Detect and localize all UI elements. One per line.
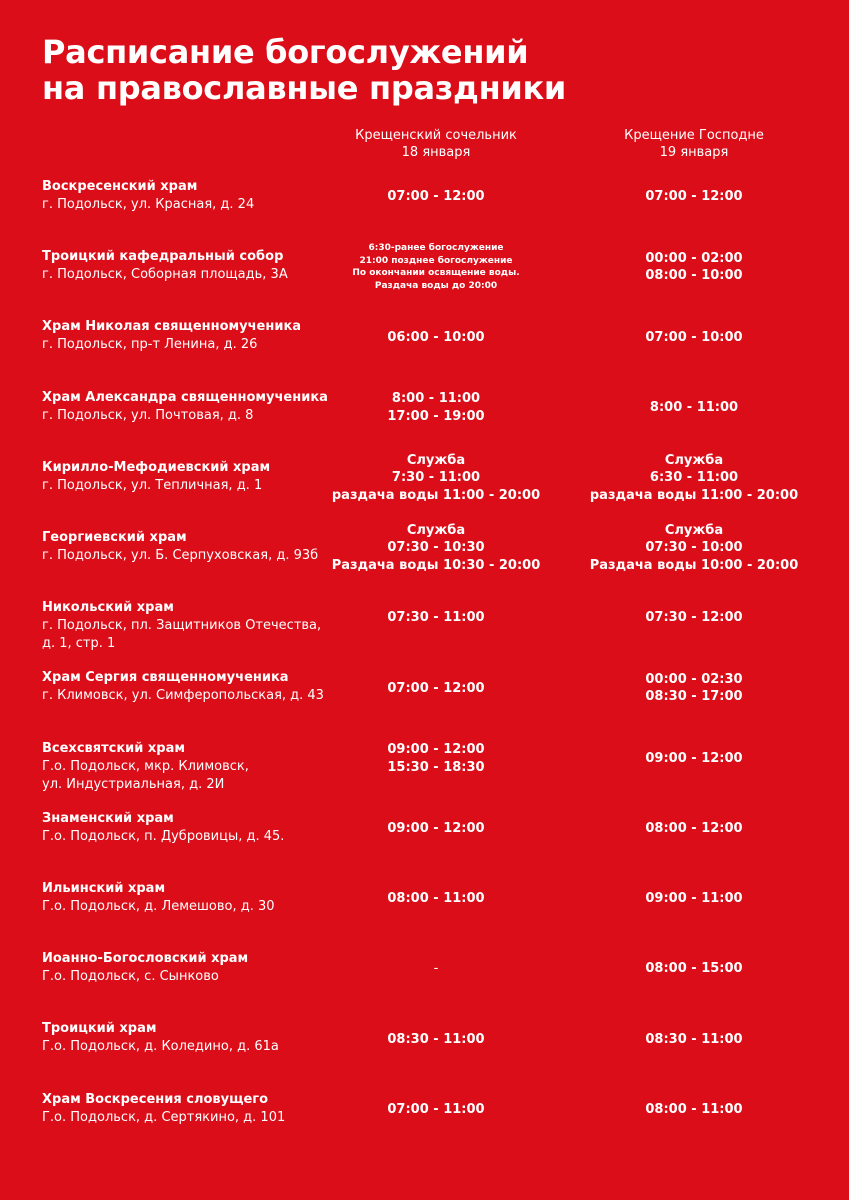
time-line: Раздача воды до 20:00 — [374, 280, 498, 291]
church-cell — [42, 1020, 332, 1056]
church-cell — [42, 389, 332, 425]
time-cell-eve — [306, 242, 566, 292]
title-line-1: Расписание богослужений — [42, 33, 529, 71]
table-row — [0, 880, 849, 940]
time-line: 08:00 - 15:00 — [645, 961, 743, 977]
time-line: Служба — [664, 522, 724, 538]
time-line: 21:00 позднее богослужение — [359, 255, 513, 266]
church-name: Всехсвятский храм — [42, 740, 185, 756]
time-cell-theophany — [564, 671, 824, 706]
time-line: Служба — [406, 522, 466, 538]
church-name: Храм Сергия священномученика — [42, 670, 289, 686]
time-line: 08:30 - 11:00 — [387, 1031, 485, 1047]
time-cell-eve — [306, 390, 566, 425]
time-cell-theophany — [564, 399, 824, 417]
church-address: г. Климовск, ул. Симферопольская, д. 43 — [42, 688, 324, 704]
time-line: 09:00 - 12:00 — [387, 821, 485, 837]
time-cell-theophany — [564, 188, 824, 206]
church-address: г. Подольск, ул. Б. Серпуховская, д. 93б — [42, 548, 319, 563]
church-cell — [42, 529, 332, 565]
church-name: Троицкий храм — [42, 1021, 157, 1037]
page-title — [42, 34, 566, 106]
time-line: Раздача воды 10:00 - 20:00 — [589, 557, 799, 573]
table-row — [0, 318, 849, 378]
time-cell-eve — [306, 609, 566, 627]
time-line: 08:30 - 11:00 — [645, 1031, 743, 1047]
time-line: Раздача воды 10:30 - 20:00 — [331, 557, 541, 573]
church-cell — [42, 599, 332, 653]
church-address: Г.о. Подольск, с. Сынково — [42, 969, 219, 985]
table-row — [0, 178, 849, 238]
table-row — [0, 243, 849, 308]
time-line: 08:00 - 10:00 — [645, 268, 743, 284]
time-line: 15:30 - 18:30 — [387, 759, 485, 775]
time-line: Служба — [406, 452, 466, 468]
time-cell-eve — [306, 890, 566, 908]
time-line: 8:00 - 11:00 — [649, 399, 739, 415]
church-address: Г.о. Подольск, п. Дубровицы, д. 45. — [42, 828, 285, 844]
time-cell-eve — [306, 188, 566, 206]
column-header-name: Крещенский сочельник — [355, 128, 517, 143]
time-line: 08:00 - 11:00 — [387, 891, 485, 907]
time-line: 8:00 - 11:00 — [391, 391, 481, 407]
time-line: По окончании освящение воды. — [352, 268, 520, 279]
table-row — [0, 389, 849, 449]
church-cell — [42, 248, 332, 284]
time-cell-eve — [306, 1101, 566, 1119]
church-address: Г.о. Подольск, д. Сертякино, д. 101 — [42, 1109, 286, 1125]
table-row — [0, 1091, 849, 1151]
column-header-name: Крещение Господне — [624, 128, 764, 143]
time-line: 08:00 - 11:00 — [645, 1101, 743, 1117]
time-line: 00:00 - 02:00 — [645, 250, 743, 266]
church-address: г. Подольск, Соборная площадь, 3А — [42, 267, 288, 283]
table-row — [0, 810, 849, 870]
church-address: Г.о. Подольск, мкр. Климовск, ул. Индустриальная, д. 2И — [42, 758, 249, 792]
church-cell — [42, 1091, 332, 1127]
church-address: г. Подольск, ул. Тепличная, д. 1 — [42, 477, 263, 493]
time-line: 07:00 - 12:00 — [645, 189, 743, 205]
time-cell-eve — [306, 452, 566, 505]
time-line: 07:00 - 12:00 — [387, 680, 485, 696]
time-line: 09:00 - 12:00 — [387, 742, 485, 758]
church-name: Кирилло-Мефодиевский храм — [42, 459, 271, 475]
church-name: Троицкий кафедральный собор — [42, 249, 284, 265]
time-cell-eve — [306, 960, 566, 978]
time-cell-eve — [306, 522, 566, 575]
time-line: 08:30 - 17:00 — [645, 689, 743, 705]
church-cell — [42, 880, 332, 916]
time-cell-eve — [306, 820, 566, 838]
time-line: 09:00 - 12:00 — [645, 750, 743, 766]
time-cell-theophany — [564, 609, 824, 627]
church-cell — [42, 810, 332, 846]
time-line: раздача воды 11:00 - 20:00 — [589, 487, 799, 503]
time-cell-eve — [306, 680, 566, 698]
church-cell — [42, 740, 332, 794]
time-line: 6:30 - 11:00 — [649, 470, 739, 486]
church-name: Храм Александра священномученика — [42, 389, 328, 405]
time-line: 07:00 - 12:00 — [387, 189, 485, 205]
church-cell — [42, 669, 332, 705]
time-line: 07:30 - 11:00 — [387, 610, 485, 626]
table-row — [0, 740, 849, 800]
time-line: 7:30 - 11:00 — [391, 470, 481, 486]
time-line: 09:00 - 11:00 — [645, 891, 743, 907]
time-cell-theophany — [564, 890, 824, 908]
church-cell — [42, 950, 332, 986]
church-name: Никольский храм — [42, 600, 174, 616]
time-line: 06:00 - 10:00 — [387, 329, 485, 345]
time-cell-theophany — [564, 250, 824, 285]
table-row — [0, 599, 849, 659]
church-name: Храм Николая священномученика — [42, 319, 302, 335]
time-cell-theophany — [564, 1101, 824, 1119]
time-line: Служба — [664, 452, 724, 468]
time-cell-theophany — [564, 522, 824, 575]
church-cell — [42, 318, 332, 354]
time-line: раздача воды 11:00 - 20:00 — [331, 487, 541, 503]
column-header-theophany — [564, 127, 824, 161]
time-cell-theophany — [564, 329, 824, 347]
time-cell-theophany — [564, 1031, 824, 1049]
table-row — [0, 452, 849, 519]
church-address: г. Подольск, пл. Защитников Отечества, д. 1, стр. 1 — [42, 618, 322, 652]
time-cell-eve — [306, 1031, 566, 1049]
church-address: Г.о. Подольск, д. Коледино, д. 61а — [42, 1039, 279, 1055]
church-name: Воскресенский храм — [42, 179, 198, 194]
table-row — [0, 950, 849, 1010]
time-line: 17:00 - 19:00 — [387, 408, 485, 424]
church-name: Иоанно-Богословский храм — [42, 951, 249, 967]
time-cell-eve — [306, 741, 566, 776]
time-cell-theophany — [564, 960, 824, 978]
time-cell-theophany — [564, 750, 824, 768]
time-line: 07:30 - 12:00 — [645, 610, 743, 626]
time-line: 00:00 - 02:30 — [645, 671, 743, 687]
time-line: 08:00 - 12:00 — [645, 821, 743, 837]
time-line: 07:30 - 10:30 — [387, 540, 485, 556]
church-name: Георгиевский храм — [42, 530, 187, 545]
time-cell-theophany — [564, 452, 824, 505]
church-cell — [42, 459, 332, 495]
church-name: Знаменский храм — [42, 810, 174, 826]
church-address: г. Подольск, пр-т Ленина, д. 26 — [42, 337, 258, 353]
column-header-date: 19 января — [659, 145, 729, 160]
church-address: Г.о. Подольск, д. Лемешово, д. 30 — [42, 899, 275, 914]
time-line: 07:30 - 10:00 — [645, 540, 743, 556]
table-row — [0, 669, 849, 729]
time-line: 07:00 - 11:00 — [387, 1101, 485, 1117]
table-row — [0, 522, 849, 589]
church-cell — [42, 178, 332, 214]
time-line: 07:00 - 10:00 — [645, 329, 743, 345]
church-name: Храм Воскресения словущего — [42, 1091, 269, 1107]
time-cell-theophany — [564, 820, 824, 838]
column-header-eve — [306, 127, 566, 161]
column-header-date: 18 января — [401, 145, 471, 160]
table-row — [0, 1020, 849, 1080]
time-line: 6:30-ранее богослужение — [368, 243, 504, 254]
church-name: Ильинский храм — [42, 881, 166, 896]
title-line-2: на православные праздники — [42, 69, 567, 107]
time-cell-eve — [306, 329, 566, 347]
time-line: - — [433, 961, 439, 977]
church-address: г. Подольск, ул. Красная, д. 24 — [42, 197, 255, 212]
church-address: г. Подольск, ул. Почтовая, д. 8 — [42, 407, 254, 423]
